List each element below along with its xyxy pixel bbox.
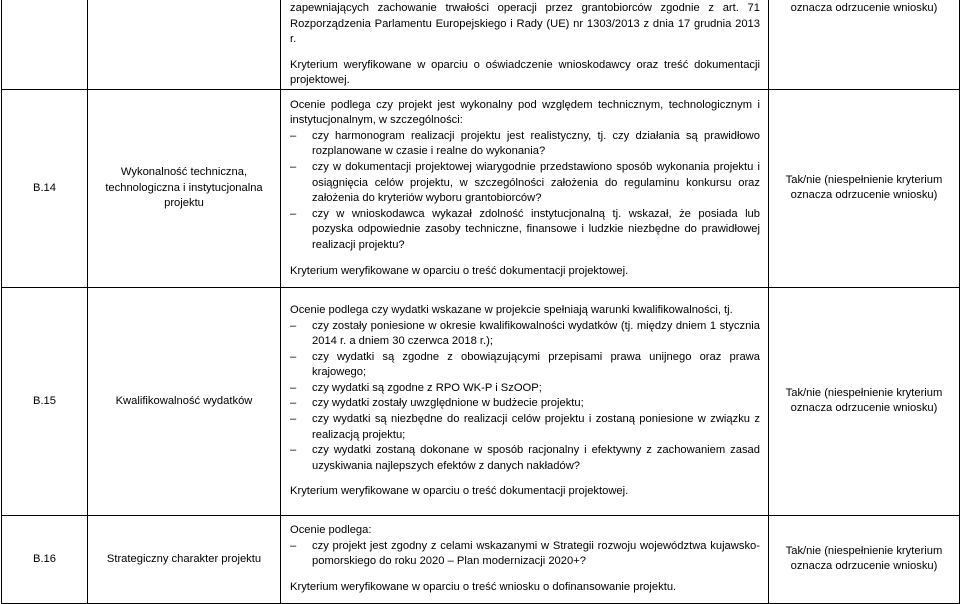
criteria-list	[290, 539, 760, 570]
row-description-cell	[281, 515, 769, 603]
row-decision-cell	[769, 89, 960, 287]
row-decision-cell	[769, 0, 960, 89]
list-item: – czy w dokumentacji projektowej wiarygodnie przedstawiono sposób wykonania projektu i osiągnięcia celów projektu, w szczególności założenia do regulaminu konkursu oraz założenia do kryteriów wyboru grantobiorców?	[290, 161, 760, 205]
dash-bullet-icon: –	[290, 350, 297, 363]
criterion-id: B.15	[32, 394, 56, 407]
row-id-cell	[2, 0, 88, 89]
description-intro: Ocenie podlega czy wydatki wskazane w projekcie spełniają warunki kwalifikowalności, tj.	[290, 303, 733, 316]
verification-criterion: Kryterium weryfikowane w oparciu o treść dokumentacji projektowej.	[290, 264, 629, 277]
row-decision-cell	[769, 515, 960, 603]
dash-bullet-icon: –	[290, 413, 297, 426]
dash-bullet-icon: –	[290, 319, 297, 332]
decision-text: Tak/nie (niespełnienie kryterium oznacza odrzucenie wniosku)	[785, 544, 943, 573]
list-item: – czy wydatki zostały uwzględnione w budżecie projektu;	[290, 396, 760, 412]
dash-bullet-icon: –	[290, 207, 297, 220]
table-row-b15	[2, 287, 960, 515]
list-item: – czy wydatki są zgodne z RPO WK-P i SzOOP;	[290, 381, 760, 397]
verification-criterion: Kryterium weryfikowane w oparciu o treść dokumentacji projektowej.	[290, 485, 629, 498]
verification-criterion: Kryterium weryfikowane w oparciu o treść wniosku o dofinansowanie projektu.	[290, 581, 677, 594]
criteria-list	[290, 319, 760, 475]
list-item: – czy wydatki są niezbędne do realizacji celów projektu i zostaną poniesione w związku z realizacją projektu;	[290, 413, 760, 441]
list-item: – czy projekt jest zgodny z celami wskazanymi w Strategii rozwoju województwa kujawsko-pomorskiego do roku 2020 – Plan modernizacji 2020+?	[290, 539, 760, 568]
criterion-name: Strategiczny charakter projektu	[106, 552, 262, 565]
criteria-list	[290, 129, 760, 254]
decision-text: Tak/nie (niespełnienie kryterium oznacza odrzucenie wniosku)	[785, 173, 943, 202]
criterion-name: Kwalifikowalność wydatków	[115, 394, 253, 407]
verification-criterion: Kryterium weryfikowane w oparciu o oświadczenie wnioskodawcy oraz treść dokumentacji projektowej.	[290, 58, 760, 87]
criterion-name: Wykonalność techniczna, technologiczna i instytucjonalna projektu	[105, 166, 263, 210]
decision-text: Tak/nie (niespełnienie kryterium oznacza odrzucenie wniosku)	[785, 386, 943, 415]
row-name-cell	[88, 287, 281, 515]
list-item: – czy wydatki zostaną dokonane w sposób racjonalny i efektywny z zachowaniem zasad uzyskiwania najlepszych efektów z danych nakładów?	[290, 444, 760, 472]
row-decision-cell	[769, 287, 960, 515]
criteria-table	[1, 0, 960, 604]
description-intro: Ocenie podlega czy projekt jest wykonalny pod względem technicznym, technologicznym i instytucjonalnym, w szczególności:	[290, 98, 760, 127]
list-item: – czy zostały poniesione w okresie kwalifikowalności wydatków (tj. między dniem 1 stycznia 2014 r. a dniem 30 czerwca 2018 r.);	[290, 319, 760, 348]
row-id-cell	[2, 287, 88, 515]
description-intro: Ocenie podlega:	[290, 524, 372, 537]
row-description-cell	[281, 0, 769, 89]
dash-bullet-icon: –	[290, 161, 297, 174]
dash-bullet-icon: –	[290, 539, 297, 552]
description-text: zapewniających zachowanie trwałości operacji przez grantobiorców zgodnie z art. 71 Rozporządzenia Parlamentu Europejskiego i Rady (UE) nr 1303/2013 z dnia 17 grudnia 2013 r.	[290, 2, 760, 46]
row-name-cell	[88, 89, 281, 287]
list-item: – czy harmonogram realizacji projektu jest realistyczny, tj. czy działania są prawidłowo rozplanowane w czasie i realne do wykonania?	[290, 129, 760, 158]
row-name-cell	[88, 0, 281, 89]
dash-bullet-icon: –	[290, 381, 297, 394]
row-id-cell	[2, 515, 88, 603]
row-id-cell	[2, 89, 88, 287]
row-description-cell	[281, 89, 769, 287]
dash-bullet-icon: –	[290, 129, 297, 142]
row-description-cell	[281, 287, 769, 515]
decision-text: oznacza odrzucenie wniosku)	[790, 2, 938, 14]
row-name-cell	[88, 515, 281, 603]
table-row-b16	[2, 515, 960, 603]
criterion-id: B.14	[32, 181, 56, 194]
dash-bullet-icon: –	[290, 397, 297, 410]
list-item: – czy wydatki są zgodne z obowiązującymi przepisami prawa unijnego oraz prawa krajowego;	[290, 350, 760, 379]
list-item: – czy w wnioskodawca wykazał zdolność instytucjonalną tj. wskazał, że posiada lub pozyska odpowiednie zasoby techniczne, finansowe i ludzkie niezbędne do prawidłowej realizacji projektu?	[290, 207, 760, 252]
table-row-b14	[2, 89, 960, 287]
criterion-id: B.16	[32, 552, 56, 565]
table-row-continuation	[2, 0, 960, 89]
dash-bullet-icon: –	[290, 444, 297, 457]
